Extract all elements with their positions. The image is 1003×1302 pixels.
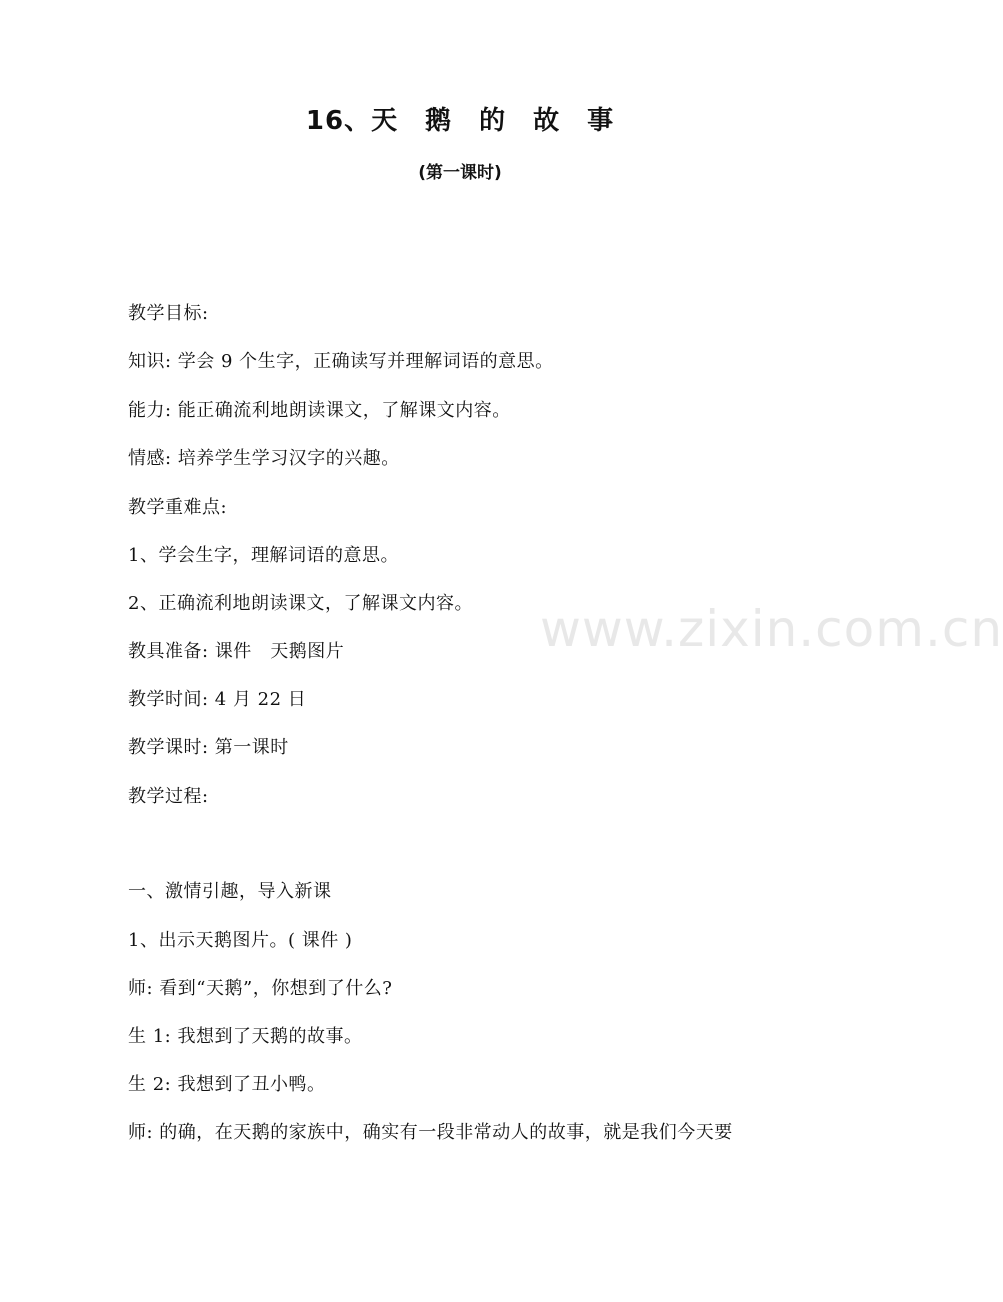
process-item-1: 1、出示天鹅图片。( 课件 ) — [128, 930, 353, 951]
objective-emotion: 情感: 培养学生学习汉字的兴趣。 — [128, 448, 400, 469]
teaching-aids: 教具准备: 课件 天鹅图片 — [128, 641, 345, 662]
dialogue-teacher-2: 师: 的确，在天鹅的家族中，确实有一段非常动人的故事，就是我们今天要 — [128, 1122, 733, 1143]
section-heading-objectives: 教学目标: — [128, 303, 209, 324]
process-step-heading: 一、激情引趣，导入新课 — [128, 881, 332, 902]
section-heading-key-points: 教学重难点: — [128, 497, 228, 518]
dialogue-teacher-1: 师: 看到“天鹅”，你想到了什么? — [128, 978, 393, 999]
watermark: www.zixin.com.cn — [540, 600, 1003, 658]
document-title: 16、天 鹅 的 故 事 — [305, 106, 615, 136]
section-heading-process: 教学过程: — [128, 786, 209, 807]
key-point-2: 2、正确流利地朗读课文，了解课文内容。 — [128, 593, 473, 614]
document-subtitle: (第一课时) — [418, 163, 502, 183]
objective-knowledge: 知识: 学会 9 个生字，正确读写并理解词语的意思。 — [128, 351, 554, 372]
dialogue-student-2: 生 2: 我想到了丑小鸭。 — [128, 1074, 326, 1095]
teaching-date: 教学时间: 4 月 22 日 — [128, 689, 307, 710]
objective-ability: 能力: 能正确流利地朗读课文，了解课文内容。 — [128, 400, 511, 421]
teaching-period: 教学课时: 第一课时 — [128, 737, 289, 758]
dialogue-student-1: 生 1: 我想到了天鹅的故事。 — [128, 1026, 363, 1047]
key-point-1: 1、学会生字，理解词语的意思。 — [128, 545, 399, 566]
